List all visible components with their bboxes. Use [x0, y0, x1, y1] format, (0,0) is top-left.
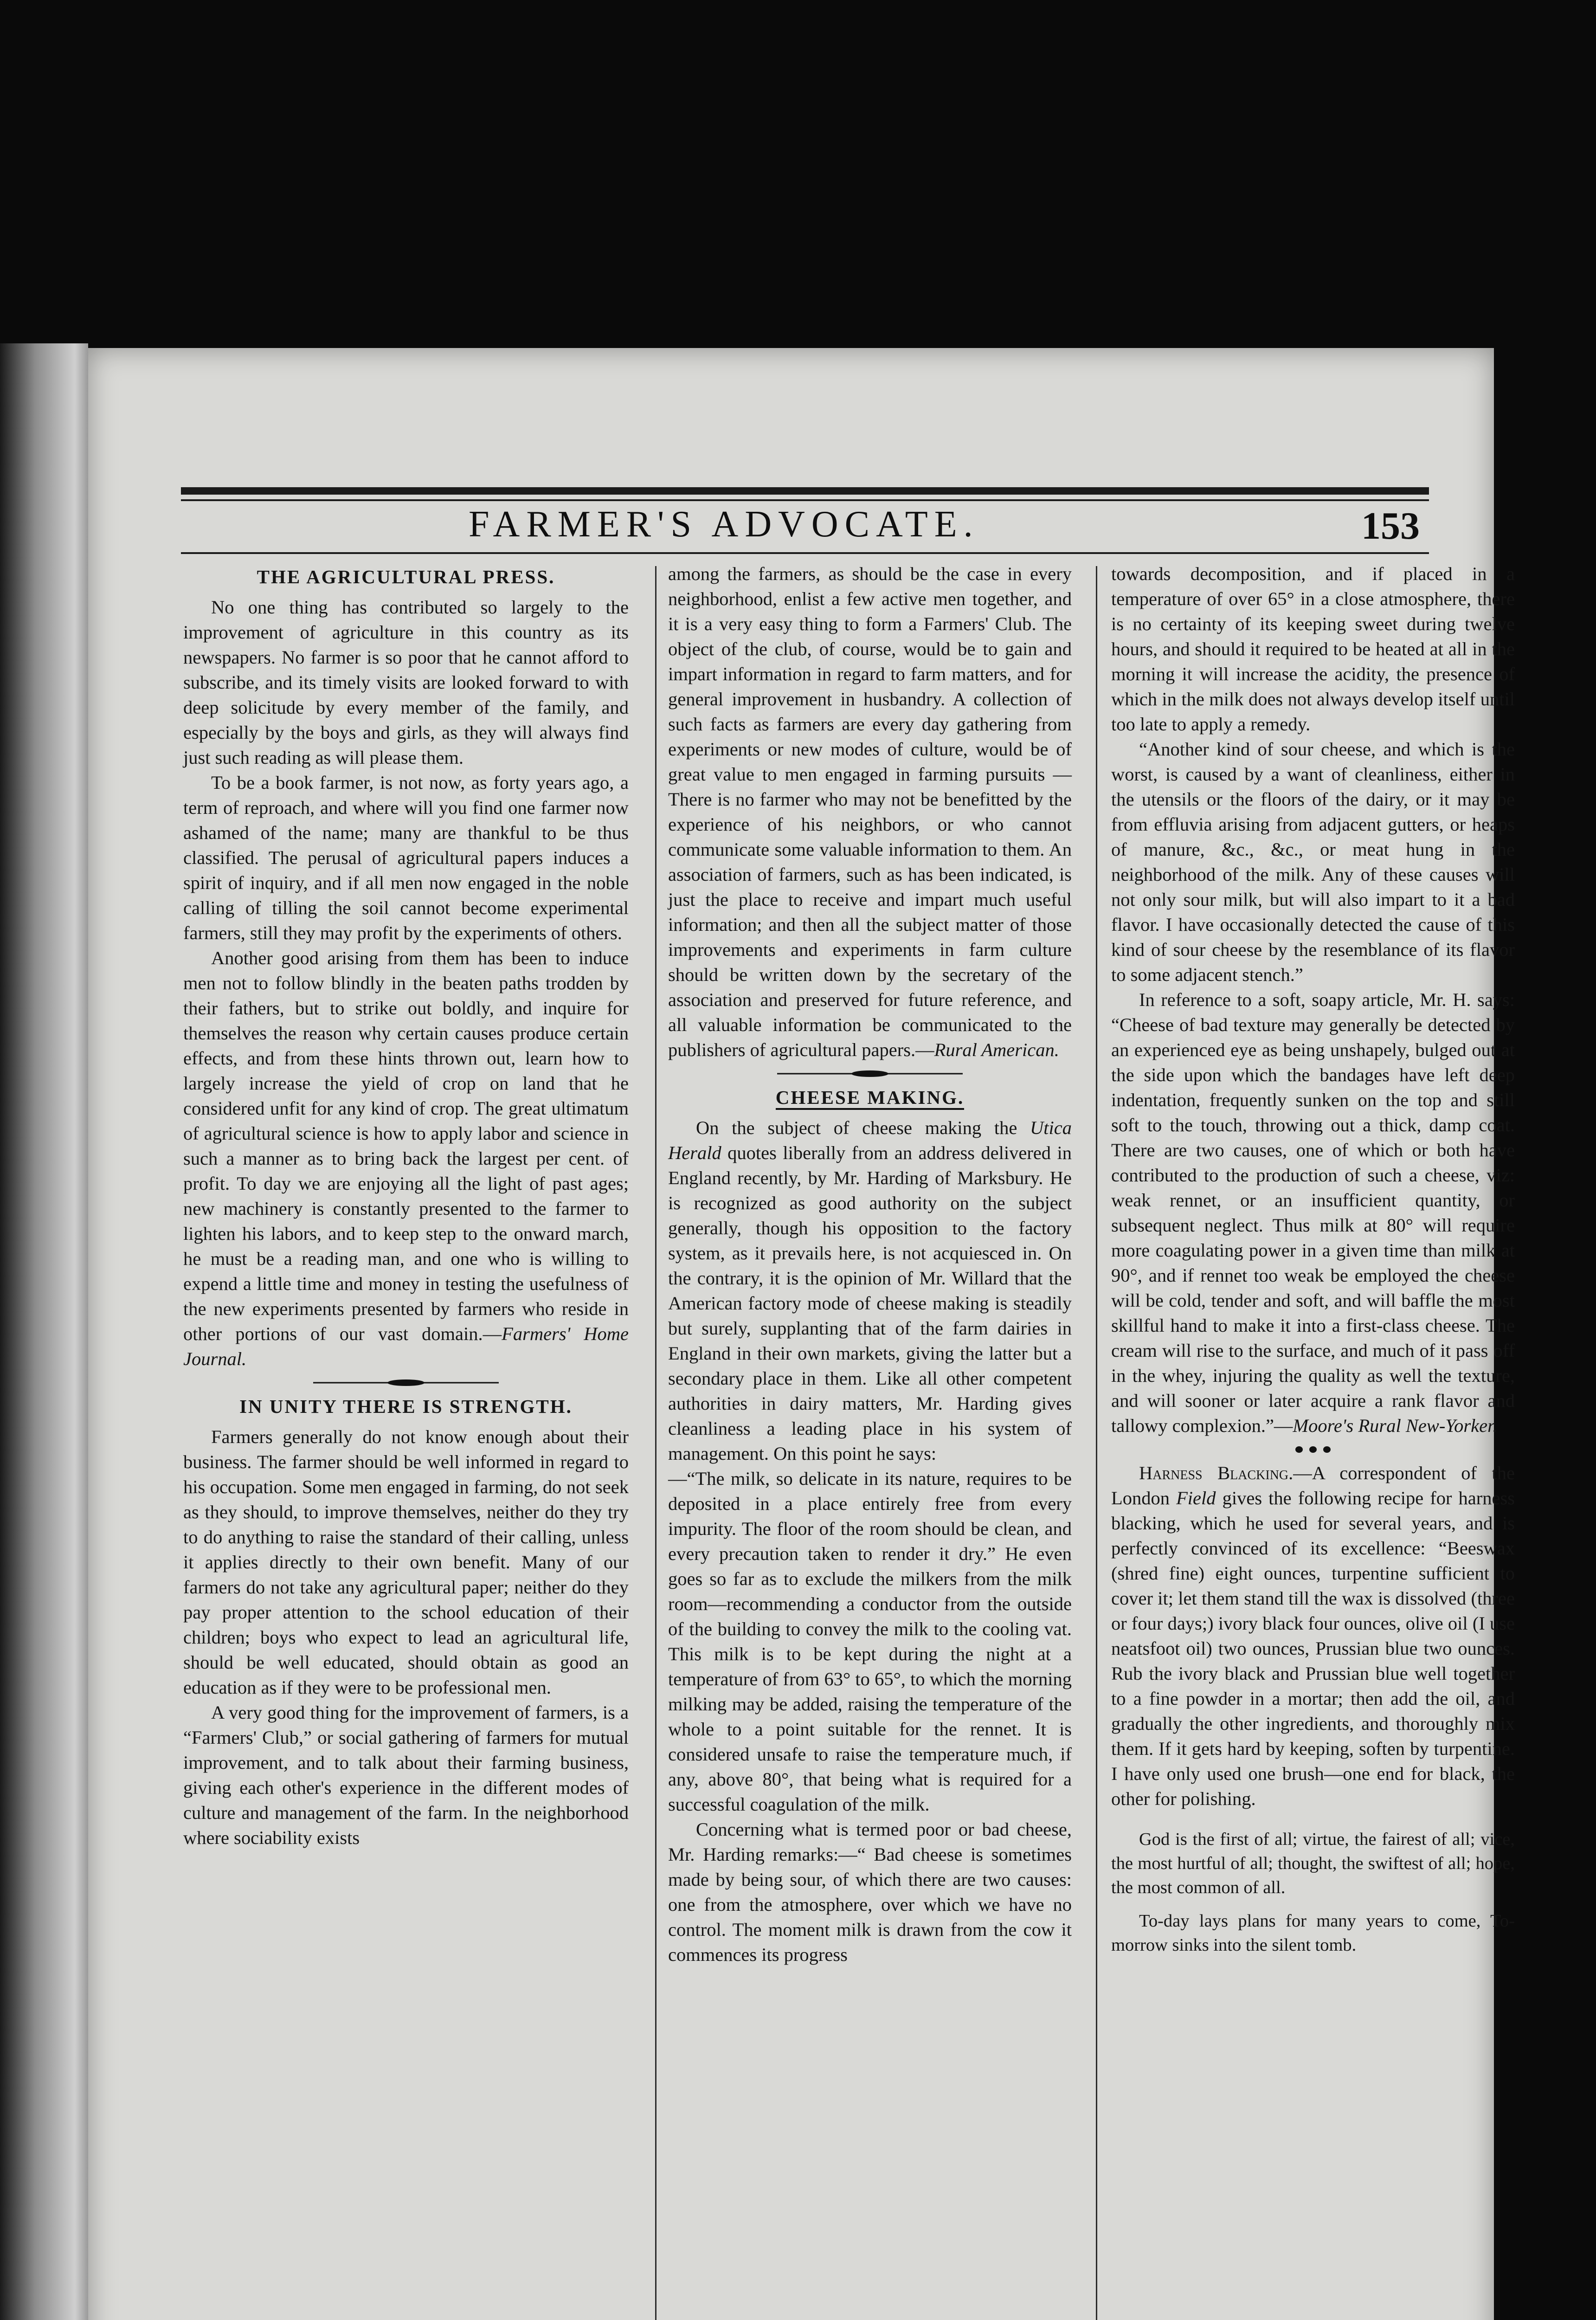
article-title: THE AGRICULTURAL PRESS. [257, 566, 555, 587]
column-3 [1111, 561, 1515, 1957]
column-divider [1096, 566, 1097, 2320]
masthead-rule-bottom [181, 552, 1429, 554]
article-paragraph: Farmers generally do not know enough about their business. The farmer should be well informed in regard to his occupation. Some men engaged in farming, do not seek as they should, to improve themselves, neither do they try to do anything to raise the standard of their calling, unless it applies directly to their own benefit. Many of our farmers do not take any agricultural paper; neither do they pay proper attention to the school education of their children; boys who expect to lead an agricultural life, should be well educated, should obtain as good an education as if they were to be professional men. [183, 1426, 629, 1698]
masthead-title: FARMER'S ADVOCATE. [469, 504, 979, 545]
column-2 [668, 561, 1072, 1967]
masthead-rule-top [181, 487, 1429, 495]
section-separator [1192, 1446, 1434, 1453]
article-paragraph: On the subject of cheese making the Utica Herald quotes liberally from an address delivered in England recently, by Mr. Harding of Marksbury. He is recognized as good authority on the subject generally, though his opposition to the factory system, as it prevails here, is not acquiesced in. On the contrary, it is the opinion of Mr. Willard that the American factory mode of cheese making is steadily but surely, supplanting that of the farm dairies in England in their own markets, giving the latter but a secondary place in them. Like all other competent authorities in dairy matters, Mr. Harding gives cleanliness a leading place in his system of management. On this point he says: [668, 1117, 1072, 1464]
article-lead: Harness Blacking. [1139, 1463, 1294, 1483]
article-paragraph: —“The milk, so delicate in its nature, requires to be deposited in a place entirely free from every impurity. The floor of the room should be clean, and every precaution taken to render it dry.” He even goes so far as to exclude the milkers from the milk room—recommending a conductor from the outside of the building to convey the milk to the cooling vat. This milk is to be kept during the night at a temperature of from 63° to 65°, to which the morning milking may be added, raising the temperature of the whole to a point suitable for the rennet. It is considered unsafe to raise the temperature much, if any, above 80°, that being what is required for a successful coagulation of the milk. [668, 1468, 1072, 1815]
masthead-rule-thin [181, 499, 1429, 501]
article-title: CHEESE MAKING. [668, 1085, 1072, 1110]
article-paragraph: In reference to a soft, soapy article, Mr. H. says: “Cheese of bad texture may generally be detected by an experienced eye as being unshapely, bulged out at the side upon which the bandages have left deep indentation, frequently sunken on the top and still soft to the touch, throwing out a thick, damp coat. There are two causes, one of which or both have contributed to the production of such a cheese, viz: weak rennet, or an insufficient quantity, or subsequent neglect. Thus milk at 80° will require more coagulating power in a given time than milk at 90°, and if rennet too weak be employed the cheese will be cold, tender and soft, and will baffle the most skillful hand to make it into a first-class cheese. The cream will rise to the surface, and much of it pass off in the whey, injuring the quality as well the texture, and will sooner or later acquire a rank flavor and tallowy complexion.”—Moore's Rural New-Yorker. [1111, 989, 1515, 1436]
article-source: Farmers' Home Journal. [183, 1323, 629, 1369]
article-source: Moore's Rural New-Yorker. [1293, 1415, 1498, 1436]
article-paragraph: among the farmers, as should be the case in every neighborhood, enlist a few active men together, and it is a very easy thing to form a Farmers' Club. The object of the club, of course, would be to gain and impart information in regard to farm matters, and for general improvement in husbandry. A collection of such facts as farmers are every day gathering from experiments or new modes of culture, would be of great value to men engaged in farming pursuits —There is no farmer who may not be benefitted by the experience of his neighbors, or who cannot communicate some valuable information to them. An association of farmers, such as has been indicated, is just the place to receive and impart much useful information; and then all the subject matter of those improvements and experiments in farm culture should be written down by the secretary of the association and preserved for future reference, and all valuable information be communicated to the publishers of agricultural papers.—Rural American. [668, 563, 1072, 1060]
article-paragraph: towards decomposition, and if placed in a temperature of over 65° in a close atmosphere, there is no certainty of its keeping sweet during twelve hours, and should it required to be heated at all in the morning it will increase the acidity, the presence of which in the milk does not always develop itself until too late to apply a remedy. [1111, 563, 1515, 735]
article-title: IN UNITY THERE IS STRENGTH. [239, 1396, 573, 1417]
previous-page-edge [0, 343, 88, 2320]
publication-name: Field [1176, 1488, 1216, 1508]
article-paragraph: Concerning what is termed poor or bad cheese, Mr. Harding remarks:—“ Bad cheese is sometimes made by being sour, of which there are two causes: one from the atmosphere, over which we have no control. The moment milk is drawn from the cow it commences its progress [668, 1819, 1072, 1965]
article-paragraph: “Another kind of sour cheese, and which is the worst, is caused by a want of cleanliness, either in the utensils or the floors of the dairy, or it may be from effluvia arising from adjacent gutters, or heaps of manure, &c., &c., or meat hung in the neighborhood of the milk. Any of these causes will not only sour milk, but will also impart to it a bad flavor. I have occasionally detected the cause of this kind of sour cheese by the resemblance of its flavor to some adjacent stench.” [1111, 739, 1515, 985]
verse-block [1111, 1827, 1515, 1957]
article-source: Rural American. [934, 1039, 1059, 1060]
column-1 [183, 561, 629, 1850]
article-paragraph: Harness Blacking.—A correspondent of the London Field gives the following recipe for harness blacking, which he used for several years, and is perfectly convinced of its excellence: “Beeswax (shred fine) eight ounces, turpentine sufficient to cover it; let them stand till the wax is dissolved (three or four days;) ivory black four ounces, olive oil (I use neatsfoot oil) two ounces, Prussian blue two ounces. Rub the ivory black and Prussian blue well together to a fine powder in a mortar; then add the oil, and gradually the other ingredients, and thoroughly mix them. If it gets hard by keeping, soften by turpentine. I have only used one brush—one end for black, the other for polishing. [1111, 1463, 1515, 1809]
page-number: 153 [1361, 504, 1420, 548]
publication-name: Utica Herald [668, 1117, 1072, 1163]
section-separator [272, 1379, 540, 1386]
section-separator [749, 1070, 991, 1077]
verse: God is the first of all; virtue, the fairest of all; vice, the most hurtful of all; thought, the swiftest of all; hope, the most common of all. [1111, 1830, 1515, 1897]
article-paragraph: To be a book farmer, is not now, as forty years ago, a term of reproach, and where will you find one farmer now ashamed of the name; many are thankful to be thus classified. The perusal of agricultural papers induces a spirit of inquiry, and if all men now engaged in the noble calling of tilling the soil cannot become experimental farmers, still they may profit by the experiments of others. [183, 772, 629, 943]
newspaper-page [88, 348, 1515, 2320]
article-paragraph: No one thing has contributed so largely to the improvement of agriculture in this country as its newspapers. No farmer is so poor that he cannot afford to subscribe, and its timely visits are looked forward to with deep solicitude by every member of the family, and especially by the boys and girls, as they will always find just such reading as will please them. [183, 597, 629, 768]
verse: To-day lays plans for many years to come, To-morrow sinks into the silent tomb. [1111, 1911, 1515, 1955]
column-divider [655, 566, 656, 2320]
article-paragraph: A very good thing for the improvement of farmers, is a “Farmers' Club,” or social gathering of farmers for mutual improvement, and to talk about their farming business, giving each other's experience in the different modes of culture and management of the farm. In the neighborhood where sociability exists [183, 1702, 629, 1848]
article-paragraph: Another good arising from them has been to induce men not to follow blindly in the beaten paths trodden by their fathers, but to strike out boldly, and inquire for themselves the reason why certain causes produce certain effects, and from these hints thrown out, learn how to largely increase the yield of crop on land that he considered unfit for any kind of crop. The great ultimatum of agricultural science is how to apply labor and science in such a manner as to bring back the largest per cent. of profit. To day we are enjoying all the light of past ages; new machinery is constantly presented to the farmer to lighten his labors, and to keep step to the onward march, he must be a reading man, and one who is willing to expend a little time and money in testing the usefulness of the new experiments presented by farmers who reside in other portions of our vast domain.—Farmers' Home Journal. [183, 947, 629, 1369]
